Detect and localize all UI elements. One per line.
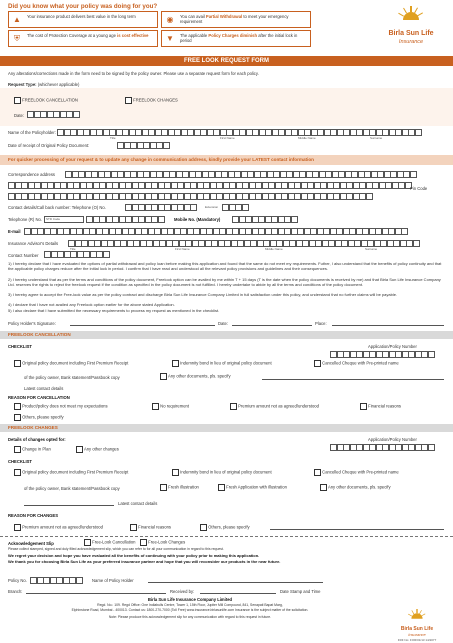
reason-financial[interactable]: Financial reasons bbox=[360, 403, 401, 410]
sig-date-label: Date: bbox=[218, 321, 229, 326]
option-freelook-changes[interactable]: FREELOOK CHANGES bbox=[125, 97, 178, 104]
checkbox[interactable] bbox=[152, 403, 159, 410]
app-no-input-2[interactable] bbox=[330, 444, 434, 451]
declaration-2: 2) I hereby understand that as per the terms and conditions of the policy document, Freelook option can be availed by me within T + 15 days (T is the date when the policy documents is received by me) and that Birla Sun Life Insurance Company Ltd. reserves the rights to reject the freelook request if the condition as specified in the policy document is not fulfilled. I hereby undertake to abide by all the terms and conditions of the policy document. bbox=[8, 277, 441, 288]
date-input[interactable] bbox=[27, 111, 79, 118]
checkbox[interactable] bbox=[130, 524, 137, 531]
reason2-others[interactable]: Others, please specify bbox=[200, 524, 250, 531]
info-panel bbox=[8, 11, 311, 57]
chart-down-icon: ▼ bbox=[166, 34, 174, 43]
check-indemnity[interactable]: Indemnity bond in lieu of original policy document bbox=[172, 360, 272, 367]
place-label: Place: bbox=[315, 321, 327, 326]
telephone-o-input[interactable] bbox=[125, 204, 197, 211]
checkbox[interactable] bbox=[14, 446, 21, 453]
contact-number-input[interactable] bbox=[44, 251, 109, 258]
policyholder-name-input[interactable] bbox=[57, 129, 421, 136]
growth-icon: ▲ bbox=[13, 15, 21, 24]
email-label: E-mail bbox=[8, 229, 21, 234]
declaration-1: 1) I hereby declare that I have evaluated the options of partial withdrawal and policy loan before making this application and found that the same do not meet my requirements. Futher, I also understand that the benefits of policy continuity and that the applicable policy charges reduce after the initial lock in period. I confirm that I have read and understood all the relevant policy provisions and guidelines and their consequences. bbox=[8, 261, 442, 272]
sub-label: Title bbox=[70, 247, 76, 251]
checklist-label-2: CHECKLIST bbox=[8, 459, 32, 464]
declaration-3: 3) I hereby agree to accept the Free-look value as per the policy contract and discharge Birla Sun Life Insurance Company Limited in full satisfaction under this policy, and understand that no further claims will be payable. bbox=[8, 292, 398, 297]
telephone-o-label: Contact details/Call back number: Telephone (O) No. bbox=[8, 205, 106, 210]
checklist-label: CHECKLIST bbox=[8, 344, 32, 349]
checkbox[interactable] bbox=[76, 446, 83, 453]
app-no-label: Application/Policy Number bbox=[368, 344, 417, 349]
checkbox[interactable] bbox=[14, 403, 21, 410]
declaration-4: 4) I declare that I have not availed any Freelook option earlier for the above stated Application. bbox=[8, 302, 175, 307]
signature-label: Policy Holder's Signature: bbox=[8, 321, 56, 326]
reason2-financial[interactable]: Financial reasons bbox=[130, 524, 171, 531]
checkbox[interactable] bbox=[125, 97, 132, 104]
details-changes-label: Details of changes opted for: bbox=[8, 437, 66, 442]
sub-label: Surname bbox=[370, 136, 383, 140]
form-number: FRF No: FOR/01/13 14/2077 bbox=[397, 638, 437, 643]
checkbox[interactable] bbox=[172, 360, 179, 367]
sub-label: Middle Name bbox=[298, 136, 316, 140]
ack-cancellation[interactable]: Free-Look Cancellation bbox=[84, 539, 135, 546]
reason2-premium[interactable]: Premium amount not as agreed/understood bbox=[14, 524, 103, 531]
ack-name-label: Name of Policy Holder bbox=[92, 578, 134, 583]
sub-label: Surname bbox=[365, 247, 378, 251]
check2-fresh-app[interactable]: Fresh Application with illustration bbox=[218, 484, 287, 491]
mobile-input[interactable] bbox=[232, 216, 297, 223]
ack-changes[interactable]: Free-Look Changes bbox=[140, 539, 185, 546]
check-cheque[interactable]: Cancelled Cheque with Pre-printed name bbox=[314, 360, 399, 367]
latest-contact-text: Latest contact details bbox=[24, 386, 64, 391]
checkbox[interactable] bbox=[314, 360, 321, 367]
footer-logo-name: Birla Sun Life bbox=[400, 626, 434, 632]
check-other-docs[interactable]: Any other documents, pls. specify bbox=[160, 373, 231, 380]
advisor-name-input[interactable] bbox=[68, 240, 419, 247]
address-line-3[interactable] bbox=[8, 193, 372, 200]
check-policy-doc[interactable]: Original policy document including First Premium Receipt bbox=[14, 360, 128, 367]
info-text: The applicable Policy Charges diminish after the initial lock in period bbox=[180, 33, 298, 44]
checkbox[interactable] bbox=[14, 524, 21, 531]
sub-label: First Name bbox=[175, 247, 190, 251]
checkbox[interactable] bbox=[360, 403, 367, 410]
sub-label: First Name bbox=[220, 136, 235, 140]
reason2-others-field[interactable] bbox=[270, 529, 444, 530]
checkbox[interactable] bbox=[218, 484, 225, 491]
extension-input[interactable] bbox=[222, 204, 248, 211]
info-box-long-term bbox=[8, 11, 158, 28]
check2-bank-text: of the policy owner, Bank statement/Passbook copy bbox=[24, 486, 120, 491]
checkbox[interactable] bbox=[84, 539, 91, 546]
declaration-5: 5) I also declare that I have submitted the necessary requirements to process my request as mentioned in the checklist. bbox=[8, 308, 220, 313]
option-change-plan[interactable]: Change in Plan bbox=[14, 446, 51, 453]
ack-note-1: Please collect stamped, signed and duly filled acknowledgement slip, which you can refer to for all your communication in regard to this request. bbox=[8, 547, 224, 551]
reason-premium[interactable]: Premium amount not as agreed/understood bbox=[230, 403, 319, 410]
checkbox[interactable] bbox=[14, 414, 21, 421]
reason-no-requirement[interactable]: No requirement bbox=[152, 403, 189, 410]
latest-contact-text-2: Latest contact details bbox=[118, 501, 158, 506]
address-label: Correspondence address bbox=[8, 172, 56, 177]
sig-date-field[interactable] bbox=[232, 325, 312, 326]
info-text: The cost of Protection Coverage at a young age is cost effective bbox=[27, 33, 149, 38]
checkbox[interactable] bbox=[320, 484, 327, 491]
form-title: FREE LOOK REQUEST FORM bbox=[0, 56, 453, 66]
check2-cheque[interactable]: Cancelled Cheque with Pre-printed name bbox=[314, 469, 399, 476]
sub-label: Extension bbox=[205, 205, 219, 209]
logo-name: Birla Sun Life bbox=[388, 30, 434, 37]
signature-field[interactable] bbox=[70, 325, 215, 326]
check2-policy-doc[interactable]: Original policy document including First Premium Receipt bbox=[14, 469, 128, 476]
check2-indemnity[interactable]: Indemnity bond in lieu of original policy document bbox=[172, 469, 272, 476]
comm-band-text: For quicker processing of your request & to update any change in communication address, kindly provide your LATEST contact information bbox=[8, 157, 314, 162]
info-text: Your insurance product delivers best value in the long term bbox=[27, 14, 136, 19]
email-input[interactable] bbox=[24, 228, 408, 235]
changes-band bbox=[0, 424, 453, 432]
check-bank-text: of the policy owner, Bank statement/Passbook copy bbox=[24, 375, 120, 380]
date-receipt-label: Date of receipt of Original Policy Document: bbox=[8, 143, 90, 148]
app-no-input[interactable] bbox=[330, 351, 434, 358]
check2-fresh-illus[interactable]: Fresh illustration bbox=[160, 484, 199, 491]
request-type: Request Type: (whichever applicable) bbox=[8, 82, 80, 87]
address-line-2[interactable] bbox=[8, 182, 411, 189]
sub-label: Title bbox=[110, 136, 116, 140]
ack-note-3: We thank you for choosing Birla Sun Life as your preferred insurance partner and hope that you will reconsider our products in the near future. bbox=[8, 559, 281, 564]
ack-branch-label: Branch: bbox=[8, 589, 23, 594]
ack-branch-field[interactable] bbox=[26, 593, 166, 594]
policyholder-name-label: Name of the Policyholder: bbox=[8, 130, 56, 135]
company-name: Birla Sun Life Insurance Company Limited bbox=[147, 597, 233, 602]
reason-others[interactable]: Others, please specify bbox=[14, 414, 64, 421]
checkbox[interactable] bbox=[14, 97, 21, 104]
sun-logo-icon bbox=[409, 609, 426, 623]
advisor-label: Insurance Advisor's Details bbox=[8, 241, 59, 246]
logo-sub: Insurance bbox=[398, 38, 424, 45]
checkbox[interactable] bbox=[230, 403, 237, 410]
check2-other-docs[interactable]: Any other documents, pls. specify bbox=[320, 484, 391, 491]
checkbox[interactable] bbox=[14, 469, 21, 476]
checkbox[interactable] bbox=[200, 524, 207, 531]
footer-logo bbox=[389, 606, 445, 643]
sub-label: Middle Name bbox=[265, 247, 283, 251]
telephone-r-input[interactable] bbox=[86, 216, 164, 223]
ack-label: Acknowledgement Slip bbox=[8, 541, 54, 546]
other-docs-field-2[interactable] bbox=[24, 505, 114, 506]
checkbox[interactable] bbox=[160, 484, 167, 491]
option-freelook-cancellation[interactable]: FREELOOK CANCELLATION bbox=[14, 97, 78, 104]
brand-logo bbox=[377, 6, 445, 50]
reason-changes-label: REASON FOR CHANGES bbox=[8, 513, 59, 518]
pin-label: Pin Code bbox=[410, 186, 428, 191]
company-address-2: Elphinstone Road, Mumbai - 400013. Contact us: 1800-270-7000 (Toll Free) www.insurance.birlasunlife.com Insurance is the subject matter of the solicitation. bbox=[71, 608, 309, 612]
ack-received-label: Received by: bbox=[170, 589, 195, 594]
telephone-r-label: Telephone (R) No. bbox=[8, 217, 42, 222]
cut-line bbox=[0, 536, 453, 537]
intro-text: Any alterations/corrections made in the form need to be signed by the policy owner. Please use a separate request form for each policy. bbox=[8, 71, 259, 76]
address-line-1[interactable] bbox=[65, 171, 416, 178]
info-box-withdrawal bbox=[161, 11, 311, 28]
date-receipt-input[interactable] bbox=[117, 142, 169, 149]
mobile-label: Mobile No. (Mandatory) bbox=[174, 217, 221, 222]
checkbox[interactable] bbox=[314, 469, 321, 476]
sub-label: STD Code bbox=[46, 217, 61, 221]
app-no-label-2: Application/Policy Number bbox=[368, 437, 417, 442]
ack-received-field[interactable] bbox=[200, 593, 276, 594]
coins-icon: ◉ bbox=[166, 15, 174, 24]
checkbox[interactable] bbox=[14, 360, 21, 367]
reason-cancel-label: REASON FOR CANCELLATION bbox=[8, 395, 70, 400]
ack-stamp-label: Date Stamp and Time bbox=[280, 589, 321, 594]
checkbox[interactable] bbox=[172, 469, 179, 476]
ack-policy-label: Policy No. bbox=[8, 578, 27, 583]
info-box-protection bbox=[8, 30, 158, 47]
changes-title: FREELOOK CHANGES bbox=[8, 425, 58, 430]
cancellation-title: FREELOOK CANCELLATION bbox=[8, 332, 71, 337]
request-type-panel bbox=[0, 88, 453, 126]
footer-logo-sub: Insurance bbox=[408, 632, 426, 638]
sun-logo-icon bbox=[399, 6, 423, 26]
option-other-changes[interactable]: Any other changes bbox=[76, 446, 119, 453]
shield-icon: ⛨ bbox=[14, 34, 20, 43]
place-field[interactable] bbox=[332, 325, 444, 326]
ack-note-2: We regret your decision and hope you have evaluated all the benefits of continuing with your policy prior to making this application. bbox=[8, 553, 260, 558]
date-label: Date: bbox=[14, 113, 25, 118]
reason-expectations[interactable]: Product/policy does not meet my expectations bbox=[14, 403, 108, 410]
info-box-charges bbox=[161, 30, 311, 47]
checkbox[interactable] bbox=[140, 539, 147, 546]
contact-number-label: Contact Number bbox=[8, 253, 39, 258]
ack-name-field[interactable] bbox=[148, 582, 323, 583]
company-address: Regd. No.: 109. Regd Office: One Indiabulls Centre, Tower 1, 15th Floor, Jupiter Mill Compound, 841, Senapati Bapat Marg, bbox=[97, 603, 283, 607]
other-docs-field[interactable] bbox=[262, 379, 444, 380]
header-question: Did you know what your policy was doing for you? bbox=[8, 3, 158, 10]
ack-policy-input[interactable] bbox=[30, 577, 82, 584]
ack-final-note: Note: Please produce this acknowledgement slip for any communication with regard to this request in future. bbox=[108, 615, 272, 619]
info-text: You can avail Partial Withdrawal to meet your emergency requirement bbox=[180, 14, 289, 25]
checkbox[interactable] bbox=[160, 373, 167, 380]
